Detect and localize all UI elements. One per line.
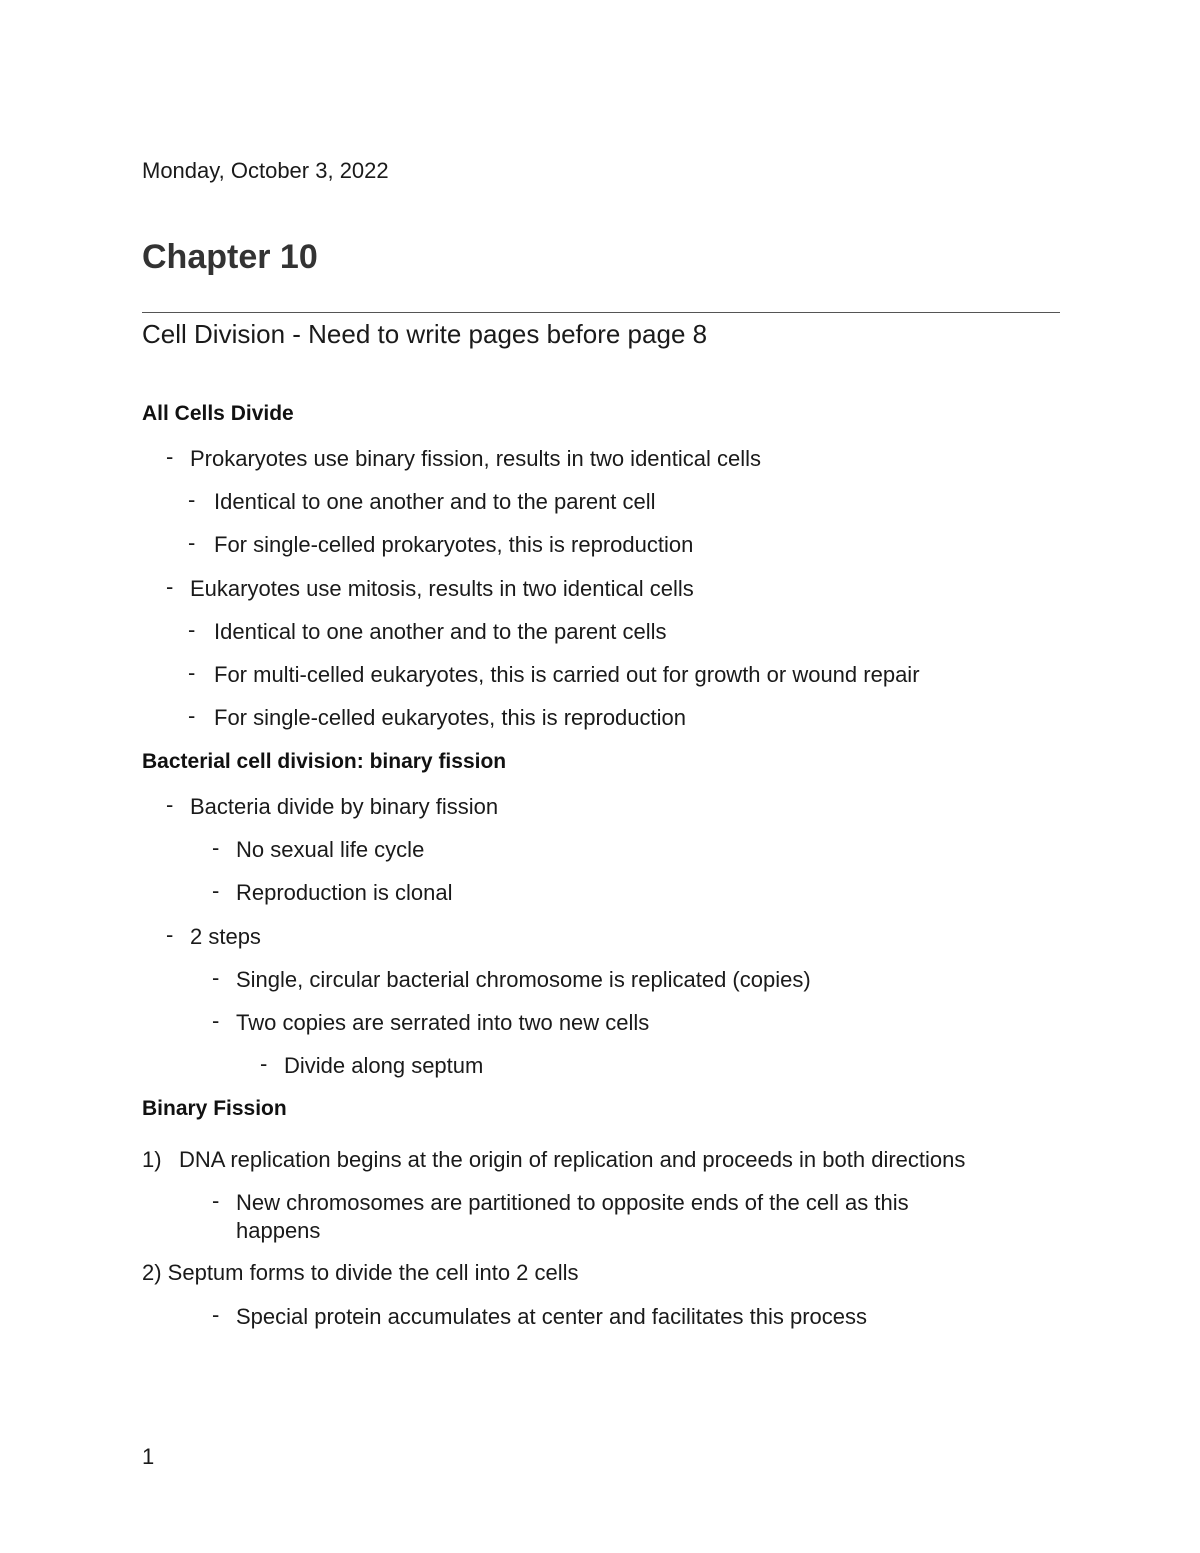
bullet-dash: - bbox=[212, 1188, 220, 1213]
heading-all-cells-divide: All Cells Divide bbox=[142, 402, 294, 425]
list-item: Reproduction is clonal bbox=[236, 880, 453, 905]
heading-binary-fission: Binary Fission bbox=[142, 1097, 287, 1120]
list-item: Prokaryotes use binary fission, results in two identical cells bbox=[190, 446, 762, 471]
chapter-title: Chapter 10 bbox=[142, 238, 318, 276]
list-item: Identical to one another and to the parent cells bbox=[214, 619, 667, 644]
bullet-dash: - bbox=[188, 703, 196, 728]
list-item: Eukaryotes use mitosis, results in two identical cells bbox=[190, 576, 694, 601]
list-item: Divide along septum bbox=[284, 1053, 484, 1078]
bullet-dash: - bbox=[188, 530, 196, 555]
list-item: For multi-celled eukaryotes, this is carried out for growth or wound repair bbox=[214, 662, 920, 687]
step-text: DNA replication begins at the origin of replication and proceeds in both directions bbox=[179, 1147, 966, 1172]
bullet-dash: - bbox=[212, 965, 220, 990]
list-item: 2 steps bbox=[190, 924, 261, 949]
bullet-dash: - bbox=[212, 1302, 220, 1327]
heading-bacterial-division: Bacterial cell division: binary fission bbox=[142, 750, 507, 773]
bullet-dash: - bbox=[166, 444, 174, 469]
bullet-dash: - bbox=[212, 878, 220, 903]
list-item: Identical to one another and to the parent cell bbox=[214, 489, 656, 514]
list-item: Bacteria divide by binary fission bbox=[190, 794, 499, 819]
list-item: For single-celled eukaryotes, this is reproduction bbox=[214, 705, 687, 730]
list-item: Special protein accumulates at center and facilitates this process bbox=[236, 1304, 867, 1329]
list-item: For single-celled prokaryotes, this is reproduction bbox=[214, 532, 694, 557]
list-item: Two copies are serrated into two new cells bbox=[236, 1010, 650, 1035]
title-divider bbox=[142, 312, 1060, 313]
bullet-dash: - bbox=[260, 1051, 268, 1076]
bullet-dash: - bbox=[166, 922, 174, 947]
bullet-dash: - bbox=[188, 617, 196, 642]
list-item-continuation: happens bbox=[236, 1218, 321, 1243]
section-subtitle: Cell Division - Need to write pages before page 8 bbox=[142, 319, 708, 349]
bullet-dash: - bbox=[188, 487, 196, 512]
step-text: 2) Septum forms to divide the cell into 2 cells bbox=[142, 1260, 579, 1285]
bullet-dash: - bbox=[166, 792, 174, 817]
bullet-dash: - bbox=[188, 660, 196, 685]
bullet-dash: - bbox=[166, 574, 174, 599]
list-item: New chromosomes are partitioned to opposite ends of the cell as this bbox=[236, 1190, 909, 1215]
bullet-dash: - bbox=[212, 835, 220, 860]
bullet-dash: - bbox=[212, 1008, 220, 1033]
list-item: No sexual life cycle bbox=[236, 837, 425, 862]
page-date: Monday, October 3, 2022 bbox=[142, 158, 389, 183]
list-item: Single, circular bacterial chromosome is replicated (copies) bbox=[236, 967, 811, 992]
step-number: 1) bbox=[142, 1147, 162, 1172]
page-number: 1 bbox=[142, 1444, 155, 1469]
